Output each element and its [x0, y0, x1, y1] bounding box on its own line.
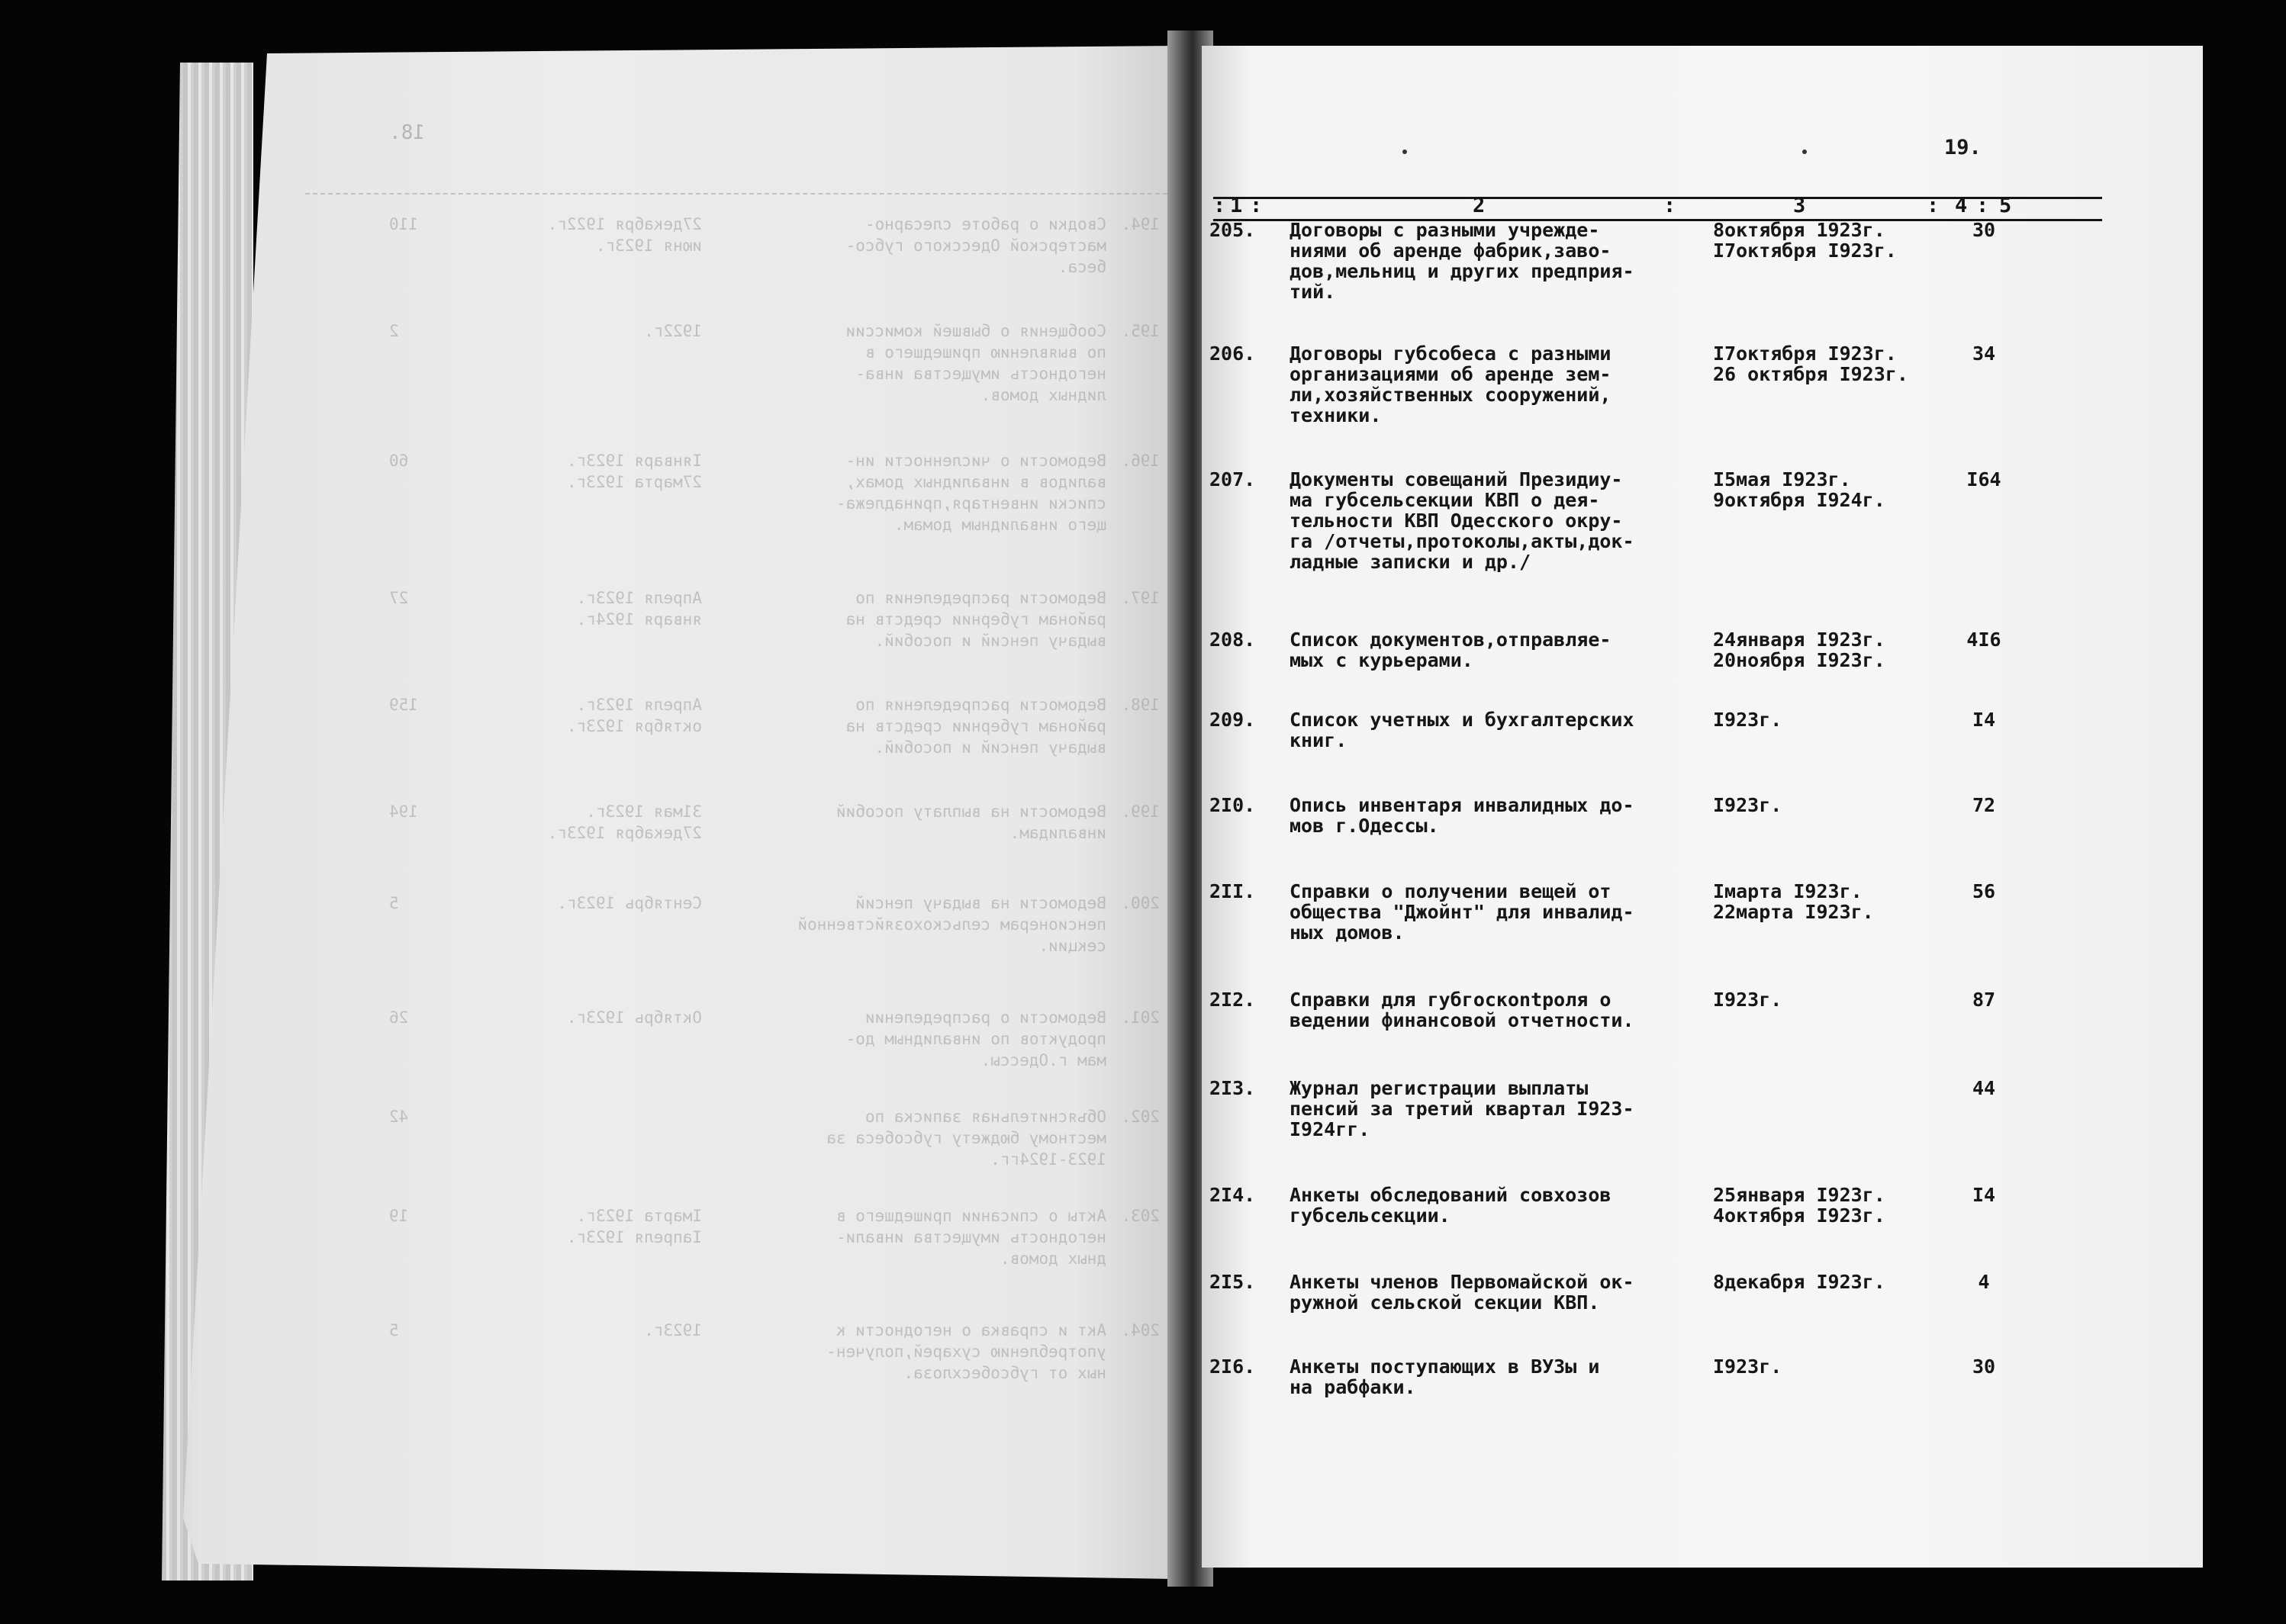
entry-number: 203.: [1121, 1207, 1160, 1225]
entry-title: Сводки о работе слесарно- мастерской Одесского губсо- беса.: [845, 215, 1106, 276]
entry-number: 2I3.: [1209, 1077, 1256, 1099]
entry-sheet-count: 87: [1972, 989, 1996, 1011]
entry-sheet-count: 42: [389, 1108, 409, 1126]
header-col-4: 4: [1955, 194, 1968, 217]
entry-title: Документы совещаний Президиу- ма губсельсекции КВП о дея- тельности КВП Одесского окру- га /отчеты,протоколы,акты,док- ладные записки и др./: [1289, 468, 1634, 573]
entry-number: 198.: [1121, 696, 1160, 714]
entry-sheet-count: 194: [389, 802, 418, 821]
entry-number: 195.: [1121, 322, 1160, 340]
entry-dates: I923г.: [1713, 794, 1782, 816]
entry-dates: I7октября I923г. 26 октября I923г.: [1713, 342, 1908, 385]
entry-dates: Iмарта 1923г. Iапреля 1923г.: [566, 1207, 702, 1246]
table-header: [1213, 194, 2102, 220]
entry-title: Ведомости на выплату пособий инвалидам.: [836, 802, 1106, 842]
entry-title: Сообщения о бывшей комиссии по выявлению пришедшего в негодность имущества инва- лидных домов.: [845, 322, 1106, 404]
entry-dates: I923г.: [1713, 709, 1782, 731]
entry-title: Ведомости о распределении продуктов по инвалидным до- мам г.Одессы.: [845, 1008, 1106, 1069]
entry-sheet-count: 5: [389, 1321, 399, 1339]
entry-number: 2I4.: [1209, 1184, 1256, 1206]
entry-title: Договоры губсобеса с разными организациями об аренде зем- ли,хозяйственных сооружений, техники.: [1289, 342, 1611, 426]
entry-title: Ведомости о численности ин- валидов в инвалидных домах, списки инвентаря,принадлежа- щего инвалидным домам.: [836, 452, 1106, 534]
entry-number: 204.: [1121, 1321, 1160, 1339]
entry-sheet-count: 19: [389, 1207, 409, 1225]
entry-sheet-count: 4: [1978, 1271, 1990, 1293]
header-sep: :: [1663, 194, 1676, 217]
entry-sheet-count: I4: [1972, 709, 1996, 731]
entry-number: 194.: [1121, 215, 1160, 233]
entry-dates: Апреля 1923г. октября 1923г.: [566, 696, 702, 735]
left-page-number: 18.: [389, 121, 425, 144]
entry-sheet-count: 30: [1972, 1355, 1996, 1378]
entry-sheet-count: 30: [1972, 219, 1996, 241]
entry-number: 2I6.: [1209, 1355, 1256, 1378]
entry-title: Ведомости распределения по районам губернии средств на выдачу пенсий и пособий.: [845, 589, 1106, 650]
entry-dates: 27декабря 1922г. июня 1923г.: [547, 215, 702, 255]
entry-title: Анкеты членов Первомайской ок- ружной сельской секции КВП.: [1289, 1271, 1634, 1314]
entry-title: Список учетных и бухгалтерских книг.: [1289, 709, 1634, 751]
entry-dates: 25января I923г. 4октября I923г.: [1713, 1184, 1885, 1227]
entry-dates: Iмарта I923г. 22марта I923г.: [1713, 880, 1874, 923]
entry-dates: I5мая I923г. 9октября I924г.: [1713, 468, 1885, 511]
entry-number: 205.: [1209, 219, 1256, 241]
entry-title: Анкеты поступающих в ВУЗы и на рабфаки.: [1289, 1355, 1600, 1398]
ink-dot: [1802, 150, 1807, 154]
entry-number: 2I0.: [1209, 794, 1256, 816]
entry-title: Договоры с разными учрежде- ниями об аренде фабрик,заво- дов,мельниц и других предприя- тий.: [1289, 219, 1634, 303]
entry-title: Ведомости распределения по районам губернии средств на выдачу пенсий и пособий.: [845, 696, 1106, 757]
entry-sheet-count: I64: [1966, 468, 2001, 490]
entry-dates: 8декабря I923г.: [1713, 1271, 1885, 1293]
entry-sheet-count: 110: [389, 215, 418, 233]
entry-number: 2I5.: [1209, 1271, 1256, 1293]
header-col-2: 2: [1473, 194, 1486, 217]
entry-dates: 8октября 1923г. I7октября I923г.: [1713, 219, 1897, 262]
entry-number: 207.: [1209, 468, 1256, 490]
entry-sheet-count: 159: [389, 696, 418, 714]
entry-dates: Октябрь 1923г.: [566, 1008, 702, 1027]
entry-number: 2II.: [1209, 880, 1256, 902]
header-col-3: 3: [1793, 194, 1806, 217]
entry-sheet-count: 2: [389, 322, 399, 340]
entry-sheet-count: I4: [1972, 1184, 1996, 1206]
entry-number: 206.: [1209, 342, 1256, 365]
entry-title: Справки для губгоскontроля о ведении финансовой отчетности.: [1289, 989, 1634, 1031]
entry-title: Анкеты обследований совхозов губсельсекции.: [1289, 1184, 1611, 1227]
entry-sheet-count: 34: [1972, 342, 1996, 365]
entry-number: 208.: [1209, 629, 1256, 651]
entry-dates: Апреля 1923г. января 1924г.: [576, 589, 702, 629]
entry-title: Журнал регистрации выплаты пенсий за третий квартал I923- I924гг.: [1289, 1077, 1634, 1140]
header-col-5: 5: [1999, 194, 2012, 217]
entry-sheet-count: 26: [389, 1008, 409, 1027]
entry-title: Список документов,отправляе- мых с курьерами.: [1289, 629, 1611, 671]
entry-title: Акты о списании пришедшего в негодность имущества инвали- дных домов.: [836, 1207, 1106, 1268]
entry-number: 209.: [1209, 709, 1256, 731]
entry-sheet-count: 44: [1972, 1077, 1996, 1099]
entry-number: 200.: [1121, 894, 1160, 912]
right-page-number: 19.: [1944, 136, 1982, 159]
entry-title: Справки о получении вещей от общества "Джойнт" для инвалид- ных домов.: [1289, 880, 1634, 944]
entry-sheet-count: 27: [389, 589, 409, 607]
entry-number: 196.: [1121, 452, 1160, 470]
entry-dates: I923г.: [1713, 1355, 1782, 1378]
entry-dates: 1922г.: [644, 322, 702, 340]
entry-number: 197.: [1121, 589, 1160, 607]
entry-title: Опись инвентаря инвалидных до- мов г.Одессы.: [1289, 794, 1634, 837]
header-sep: :: [1213, 194, 1226, 217]
left-page-bleedthrough-text: [359, 121, 1160, 1487]
entry-number: 199.: [1121, 802, 1160, 821]
entry-dates: Сентябрь 1923г.: [557, 894, 702, 912]
entry-dates: 31мая 1923г. 27декабря 1923г.: [547, 802, 702, 842]
entry-dates: 24января I923г. 20ноября I923г.: [1713, 629, 1885, 671]
entry-sheet-count: 60: [389, 452, 409, 470]
header-sep: :: [1927, 194, 1940, 217]
entry-number: 201.: [1121, 1008, 1160, 1027]
header-col-1: 1: [1230, 194, 1243, 217]
header-sep: :: [1250, 194, 1263, 217]
entry-title: Акт и справка о негодности к употреблению сухарей,получен- ных от губсобесхлоза.: [826, 1321, 1106, 1382]
header-sep: :: [1976, 194, 1989, 217]
entry-sheet-count: 4I6: [1966, 629, 2001, 651]
entry-dates: Iянваря 1923г. 27марта 1923г.: [566, 452, 702, 491]
ink-dot: [1402, 150, 1407, 154]
entry-sheet-count: 56: [1972, 880, 1996, 902]
entry-title: Ведомости на выдачу пенсий пенсионерам сельскохозяйственной секции.: [797, 894, 1106, 955]
entry-sheet-count: 72: [1972, 794, 1996, 816]
entry-sheet-count: 5: [389, 894, 399, 912]
entry-title: Объяснительная записка по местному бюджету губсобеса за 1923-1924гг.: [826, 1108, 1106, 1169]
entry-dates: I923г.: [1713, 989, 1782, 1011]
entry-number: 2I2.: [1209, 989, 1256, 1011]
entry-number: 202.: [1121, 1108, 1160, 1126]
entry-dates: 1923г.: [644, 1321, 702, 1339]
